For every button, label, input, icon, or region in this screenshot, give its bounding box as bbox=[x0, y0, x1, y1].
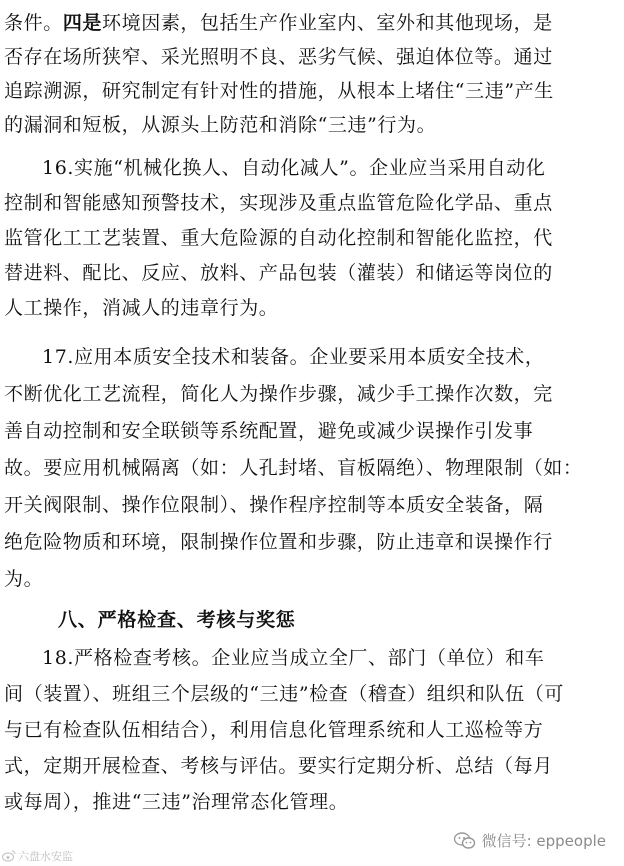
paragraph-line-2: 否存在场所狭窄、采光照明不良、恶劣气候、强迫体位等。通过 bbox=[4, 46, 553, 68]
section-heading: 八、严格检查、考核与奖惩 bbox=[58, 609, 296, 631]
weibo-icon bbox=[2, 850, 16, 862]
paragraph-18-line-4: 式，定期开展检查、考核与评估。要实行定期分析、总结（每月 bbox=[4, 755, 553, 777]
paragraph-18-line-1: 18.严格检查考核。企业应当成立全厂、部门（单位）和车 bbox=[42, 647, 545, 669]
paragraph-17-line-7: 为。 bbox=[4, 568, 44, 590]
paragraph-18-line-2: 间（装置）、班组三个层级的“三违”检查（稽查）组织和队伍（可 bbox=[4, 683, 564, 705]
paragraph-16-line-5: 人工操作，消减人的违章行为。 bbox=[4, 297, 279, 319]
paragraph-17-line-1: 17.应用本质安全技术和装备。企业要采用本质安全技术， bbox=[42, 346, 545, 368]
wechat-id-label: 微信号: eppeople bbox=[481, 832, 606, 850]
paragraph-line-3: 追踪溯源，研究制定有针对性的措施，从根本上堵住“三违”产生 bbox=[4, 80, 554, 102]
paragraph-18-line-3: 与已有检查队伍相结合），利用信息化管理系统和人工巡检等方 bbox=[4, 719, 544, 741]
paragraph-17-line-5: 开关阀限制、操作位限制）、操作程序控制等本质安全装备，隔 bbox=[4, 494, 544, 516]
paragraph-16-line-3: 监管化工工艺装置、重大危险源的自动化控制和智能化监控，代 bbox=[4, 227, 553, 249]
bold-phrase: 四是 bbox=[62, 12, 103, 34]
paragraph-16-line-4: 替进料、配比、反应、放料、产品包装（灌装）和储运等岗位的 bbox=[4, 262, 553, 284]
paragraph-16-line-2: 控制和智能感知预警技术，实现涉及重点监管危险化学品、重点 bbox=[4, 192, 553, 214]
source-watermark bbox=[2, 848, 73, 864]
paragraph-16-line-1: 16.实施“机械化换人、自动化减人”。企业应当采用自动化 bbox=[42, 157, 546, 179]
source-watermark-label: 六盘水安监 bbox=[18, 850, 73, 863]
wechat-id-watermark bbox=[454, 830, 606, 851]
paragraph-17-line-6: 绝危险物质和环境，限制操作位置和步骤，防止违章和误操作行 bbox=[4, 531, 553, 553]
paragraph-line-1 bbox=[4, 6, 610, 40]
paragraph-17-line-3: 善自动控制和安全联锁等系统配置，避免或减少误操作引发事 bbox=[4, 420, 534, 442]
text-span: 条件。 bbox=[4, 12, 63, 34]
wechat-icon bbox=[454, 832, 476, 850]
paragraph-17-line-4: 故。要应用机械隔离（如：人孔封堵、盲板隔绝）、物理限制（如： bbox=[4, 457, 583, 479]
paragraph-line-4: 的漏洞和短板，从源头上防范和消除“三违”行为。 bbox=[4, 114, 437, 136]
text-span: 环境因素，包括生产作业室内、室外和其他现场，是 bbox=[102, 12, 553, 34]
paragraph-17-line-2: 不断优化工艺流程，简化人为操作步骤，减少手工操作次数，完 bbox=[4, 383, 553, 405]
paragraph-18-line-5: 或每周），推进“三违”治理常态化管理。 bbox=[4, 791, 349, 813]
